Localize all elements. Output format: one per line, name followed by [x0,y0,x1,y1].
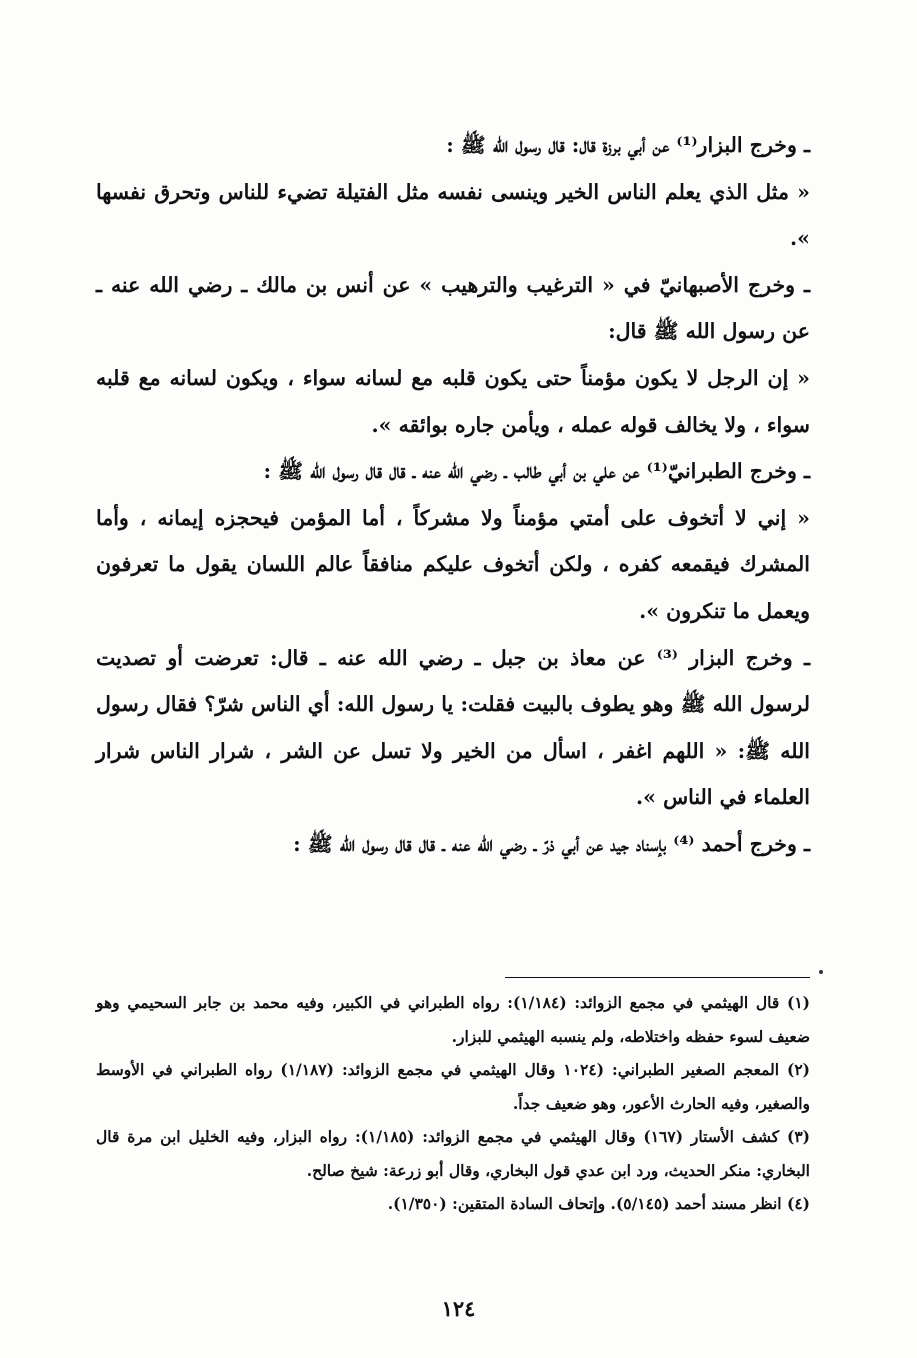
footnote-1: (١) قال الهيثمي في مجمع الزوائد: (١/١٨٤): رواه الطبراني في الكبير، وفيه محمد بن جابر السحيمي وهو ضعيف لسوء حفظه واختلاطه، ولم ينسبه الهيثمي للبزار. [96,993,810,1046]
footnote-3: (٣) كشف الأستار (١٦٧) وقال الهيثمي في مجمع الزوائد: (١/١٨٥): رواه البزار، وفيه الخليل ابن مرة قال البخاري: منكر الحديث، ورد ابن عدي قول البخاري، وقال أبو زرعة: شيخ صالح. [96,1127,810,1180]
hadith-wick-example: « مثل الذي يعلم الناس الخير وينسى نفسه مثل الفتيلة تضيء للناس وتحرق نفسها ». [96,179,810,251]
paragraph-isfahani-anas: ـ وخرج الأصبهانيّ في « الترغيب والترهيب » عن أنس بن مالك ـ رضي الله عنه ـ عن رسول الله ﷺ قال: [96,272,810,344]
hadith-heart-and-tongue: « إن الرجل لا يكون مؤمناً حتى يكون قلبه مع لسانه سواء ، ويكون لسانه مع قلبه سواء ، ولا يخالف قوله عمله ، ويأمن جاره بوائقه ». [96,365,810,437]
paragraph-bazzar-abu-barza: ـ وخرج البزار⁽¹⁾ عن أبي برزة قال: قال رسول الله ﷺ : [446,133,810,157]
paragraph-ahmad-abu-dharr: ـ وخرج أحمد ⁽⁴⁾ بإسناد جيد عن أبي ذرّ ـ رضي الله عنه ـ قال قال رسول الله ﷺ : [293,831,810,856]
footnotes-section [96,986,810,1221]
footnote-separator [505,977,810,978]
page-number: ١٢٤ [441,1296,476,1321]
paragraph-bazzar-muadh: ـ وخرج البزار ⁽³⁾ عن معاذ بن جبل ـ رضي الله عنه ـ قال: تعرضت أو تصديت لرسول الله ﷺ وهو يطوف بالبيت فقلت: يا رسول الله: أي الناس شرّ؟ فقال رسول الله ﷺ: « اللهم اغفر ، اسأل من الخير ولا تسل عن الشر ، شرار الناس شرار العلماء في الناس ». [96,645,810,810]
footnote-2: (٢) المعجم الصغير الطبراني: (١٠٢٤ وقال الهيثمي في مجمع الزوائد: (١/١٨٧) رواه الطبراني في الأوسط والصغير، وفيه الحارث الأعور، وهو ضعيف جداً. [96,1060,811,1113]
footnote-4: (٤) انظر مسند أحمد (٥/١٤٥). وإتحاف السادة المتقين: (١/٣٥٠). [387,1194,810,1213]
margin-dot [819,970,823,974]
hadith-hypocrite-fear: « إني لا أتخوف على أمتي مؤمناً ولا مشركاً ، أما المؤمن فيحجزه إيمانه ، وأما المشرك فيقمعه كفره ، ولكن أتخوف عليكم منافقاً عالم اللسان يقول ما تعرفون ويعمل ما تنكرون ». [96,505,810,623]
main-text-body [96,122,810,868]
paragraph-tabarani-ali: ـ وخرج الطبرانيّ⁽¹⁾ عن علي بن أبي طالب ـ رضي الله عنه ـ قال قال رسول الله ﷺ : [263,459,810,484]
